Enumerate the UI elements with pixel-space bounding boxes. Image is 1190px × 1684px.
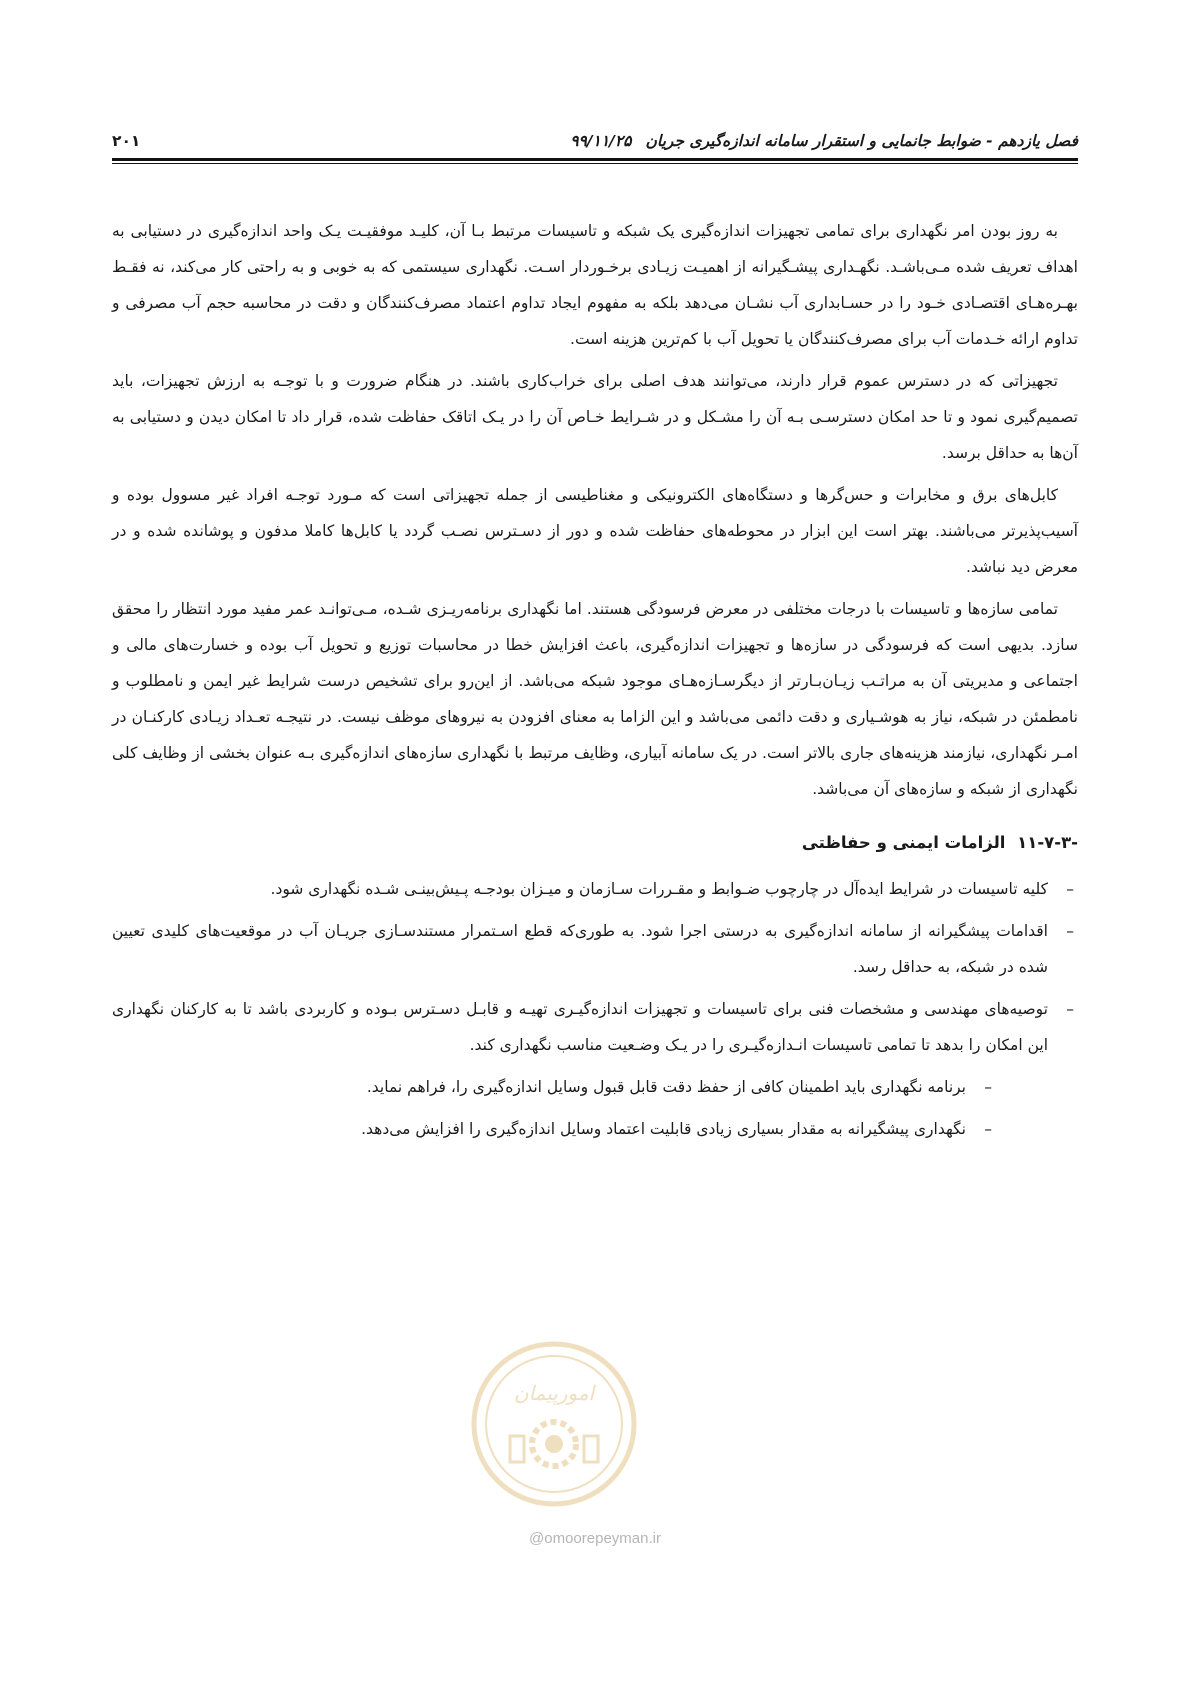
paragraph: تجهیزاتی که در دسترس عموم قرار دارند، می‌توانند هدف اصلی برای خراب‌کاری باشند. در هنگام ضرورت و با توجـه به ارزش تجهیزات، باید تصمیم‌گیری نمود و تا حد امکان دسترسـی بـه آن را مشـکل و در شـرایط خـاص آن را در یـک اتاقک حفاظت شده، قرار داد تا امکان دیدن و دستیابی به آن‌ها به حداقل برسد. xyxy=(112,372,1078,462)
chapter-title-text: فصل یازدهم - ضوابط جانمایی و استقرار سامانه اندازه‌گیری جریان xyxy=(645,132,1078,150)
bullet-dash: – xyxy=(1066,880,1074,898)
header-rule-thick xyxy=(112,158,1078,161)
list-item-text: کلیه تاسیسات در شرایط ایده‌آل در چارچوب ضـوابط و مقـررات سـازمان و میـزان بودجـه پـیش‌بینـی شـده نگهداری شود. xyxy=(270,880,1048,898)
bullet-dash: – xyxy=(984,1078,992,1096)
list-item xyxy=(112,913,1078,985)
paragraph: به روز بودن امر نگهداری برای تمامی تجهیزات اندازه‌گیری یک شبکه و تاسیسات مرتبط بـا آن، کلیـد موفقیـت یـک واحد اندازه‌گیری در دستیابی به اهداف تعریف شده مـی‌باشـد. نگهـداری پیشـگیرانه از اهمیـت زیـادی برخـوردار اسـت. نگهداری سیستمی که به خوبی و به راحتی کار می‌کند، نه فقـط بهـره‌هـای اقتصـادی خـود را در حسـابداری آب نشـان می‌دهد بلکه به مفهوم ایجاد تداوم اعتماد مصرف‌کنندگان و دقت در محاسبه حجم آب مصرفی و تداوم ارائه خـدمات آب برای مصرف‌کنندگان یا تحویل آب با کم‌ترین هزینه است. xyxy=(112,222,1078,348)
seal-text: امورپیمان xyxy=(513,1381,595,1405)
paragraph: کابل‌های برق و مخابرات و حس‌گرها و دستگاه‌های الکترونیکی و مغناطیسی از جمله تجهیزاتی است که مـورد توجـه افراد غیر مسوول بوده و آسیب‌پذیرتر می‌باشند. بهتر است این ابزار در محوطه‌های حفاظت شده و دور از دسـترس نصـب گردد یا کابل‌ها کاملا مدفون و پوشانده شده و در معرض دید نباشد. xyxy=(112,486,1078,576)
page-number: ۲۰۱ xyxy=(112,132,141,150)
chapter-title xyxy=(570,132,1078,150)
bullet-dash: – xyxy=(1066,922,1074,940)
bullet-list xyxy=(112,871,1078,1147)
body-content xyxy=(112,213,1078,1153)
bullet-dash: – xyxy=(1066,1000,1074,1018)
list-item xyxy=(112,871,1078,907)
running-header xyxy=(112,132,1078,150)
header-date: ۹۹/۱۱/۲۵ xyxy=(570,132,632,150)
website-watermark: @omoorepeyman.ir xyxy=(529,1530,661,1547)
list-item-text: اقدامات پیشگیرانه از سامانه اندازه‌گیری به درستی اجرا شود. به طوری‌که قطع اسـتمرار مستندسـازی جریـان آب در موقعیت‌های کلیدی تعیین شده در شبکه، به حداقل رسد. xyxy=(112,922,1048,976)
paragraph: تمامی سازه‌ها و تاسیسات با درجات مختلفی در معرض فرسودگی هستند. اما نگهداری برنامه‌ریـزی شـده، مـی‌توانـد عمر مفید مورد انتظار را محقق سازد. بدیهی است که فرسودگی در سازه‌ها و تجهیزات اندازه‌گیری، باعث افزایش خطا در محاسبات توزیع و تحویل آب بوده و خسارت‌های مالی و اجتماعی و مدیریتی آن به مراتـب زیـان‌بـارتر از دیگرسـازه‌هـای موجود شبکه می‌باشد. از این‌رو برای تشخیص درست شرایط غیر ایمن و نامطلوب و نامطمئن در شبکه، نیاز به هوشـیاری و دقت دائمی می‌باشد و این الزاما به معنای افزودن به نیروهای موظف نیست. در نتیجـه تعـداد زیـادی کارکنـان در امـر نگهداری، نیازمند هزینه‌های جاری بالاتر است. در یک سامانه آبیاری، وظایف مرتبط با نگهداری سازه‌های اندازه‌گیری بـه عنوان بخشی از وظایف کلی نگهداری از شبکه و سازه‌های آن می‌باشد. xyxy=(112,600,1078,798)
list-item-text: نگهداری پیشگیرانه به مقدار بسیاری زیادی قابلیت اعتماد وسایل اندازه‌گیری را افزایش می‌دهد. xyxy=(361,1120,966,1138)
sub-list-item xyxy=(112,1111,1078,1147)
section-title: الزامات ایمنی و حفاظتی xyxy=(801,833,1006,852)
list-item-text: توصیه‌های مهندسی و مشخصات فنی برای تاسیسات و تجهیزات اندازه‌گیـری تهیـه و قابـل دسـترس بـوده و کاربردی باشد تا به کارکنان نگهداری این امکان را بدهد تا تمامی تاسیسات انـدازه‌گیـری را در یـک وضـعیت مناسب نگهداری کند. xyxy=(112,1000,1048,1054)
list-item-text: برنامه نگهداری باید اطمینان کافی از حفظ دقت قابل قبول وسایل اندازه‌گیری را، فراهم نماید. xyxy=(366,1078,966,1096)
section-heading xyxy=(112,829,1078,857)
list-item xyxy=(112,991,1078,1063)
seal-watermark-icon xyxy=(470,1340,638,1508)
sub-list-item xyxy=(112,1069,1078,1105)
header-rule-thin xyxy=(112,163,1078,164)
section-number: ۱۱-۷-۳- xyxy=(1017,833,1078,852)
bullet-dash: – xyxy=(984,1120,992,1138)
